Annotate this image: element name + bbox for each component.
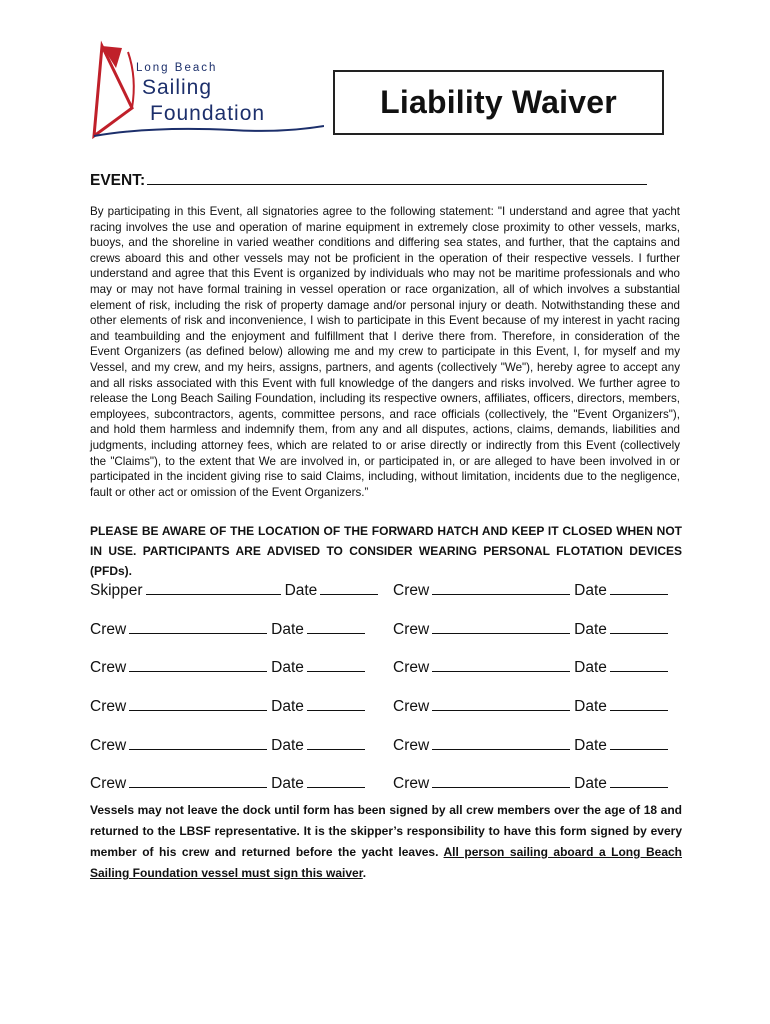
crew-label: Crew — [90, 620, 127, 638]
date-line[interactable] — [610, 709, 668, 711]
logo-text-long-beach: Long Beach — [136, 62, 218, 74]
crew-label: Crew — [393, 659, 430, 677]
date-line[interactable] — [307, 709, 365, 711]
date-label: Date — [271, 659, 304, 677]
date-label: Date — [271, 736, 304, 754]
crew-label: Crew — [90, 659, 127, 677]
crew-label: Crew — [393, 620, 430, 638]
date-label: Date — [271, 775, 304, 793]
date-label: Date — [284, 582, 318, 600]
crew-signature-line[interactable] — [129, 709, 267, 711]
signature-row — [90, 688, 690, 727]
signature-row — [90, 649, 690, 688]
crew-label: Crew — [90, 698, 127, 716]
footer-end: . — [362, 866, 367, 880]
crew-label: Crew — [90, 775, 127, 793]
crew-label: Crew — [393, 698, 430, 716]
crew-signature-line[interactable] — [432, 632, 570, 634]
date-line[interactable] — [307, 670, 365, 672]
crew-signature-line[interactable] — [129, 748, 267, 750]
event-field[interactable] — [90, 172, 647, 190]
date-line[interactable] — [320, 593, 378, 595]
crew-signature-line[interactable] — [432, 709, 570, 711]
signature-row — [90, 726, 690, 765]
signature-row — [90, 572, 690, 611]
crew-signature-line[interactable] — [432, 786, 570, 788]
date-label: Date — [574, 736, 607, 754]
crew-signature-line[interactable] — [432, 748, 570, 750]
logo-text-sailing: Sailing — [142, 76, 213, 99]
date-label: Date — [574, 620, 607, 638]
logo-text-foundation: Foundation — [150, 102, 266, 125]
footer-text: Vessels may not leave the dock until form has been signed by all crew members over the age of 18 and returned to the LBSF representative. It is the skipper’s responsibility to have this form signed by every member of his crew and returned before the yacht leaves. — [90, 803, 682, 859]
page-title: Liability Waiver — [380, 84, 617, 120]
date-label: Date — [271, 620, 304, 638]
crew-signature-line[interactable] — [129, 632, 267, 634]
signature-row — [90, 765, 690, 804]
date-line[interactable] — [610, 632, 668, 634]
signature-row — [90, 611, 690, 650]
hatch-pfd-notice: PLEASE BE AWARE OF THE LOCATION OF THE FORWARD HATCH AND KEEP IT CLOSED WHEN NOT IN USE. PARTICIPANTS ARE ADVISED TO CONSIDER WEARING PERSONAL FLOTATION DEVICES (PFDs). — [90, 524, 682, 578]
date-label: Date — [574, 582, 607, 600]
footer-instructions — [90, 800, 682, 884]
date-line[interactable] — [610, 670, 668, 672]
date-line[interactable] — [307, 786, 365, 788]
crew-label: Crew — [393, 775, 430, 793]
footer-underlined-text: All person sailing aboard a Long Beach Sailing Foundation vessel must sign this waiver — [90, 845, 682, 880]
title-box — [333, 70, 664, 135]
crew-label: Crew — [90, 736, 127, 754]
skipper-signature-line[interactable] — [146, 593, 281, 595]
lbsf-logo — [92, 38, 324, 142]
date-line[interactable] — [610, 748, 668, 750]
date-label: Date — [574, 659, 607, 677]
date-line[interactable] — [610, 786, 668, 788]
date-label: Date — [574, 775, 607, 793]
crew-signature-line[interactable] — [129, 786, 267, 788]
date-line[interactable] — [610, 593, 668, 595]
event-blank-line[interactable] — [147, 172, 647, 185]
crew-signature-line[interactable] — [129, 670, 267, 672]
crew-signature-line[interactable] — [432, 593, 570, 595]
date-line[interactable] — [307, 748, 365, 750]
waiver-paragraph: By participating in this Event, all signatories agree to the following statement: "I understand and agree that yacht racing involves the use and operation of marine equipment in extremely close proximity to other vessels, marks, buoys, and the shoreline in varied weather conditions and differing sea states, and further, that the captains and crews aboard this and other vessels may not be proficient in the operation of their respective vessels. I further understand and agree that this Event is organized by individuals who may not be maritime professionals and who may or may not have formal training in vessel operation or race organization, all of which involves a substantial element of risk, including the risk of property damage and/or personal injury or death. Notwithstanding these and other elements of risk and inconvenience, I wish to participate in this Event because of my interest in yacht racing and teambuilding and the enjoyment and fulfillment that I derive there from. Therefore, in consideration of the Event Organizers (as defined below) allowing me and my crew to participate in this Event, I, for myself and my Vessel, and my crew, and my heirs, assigns, partners, and agents (collectively "We"), hereby agree to accept any and all risks associated with this Event with full knowledge of the dangers and risks involved. We further agree to release the Long Beach Sailing Foundation, including its respective owners, affiliates, officers, directors, members, employees, subcontractors, agents, committee persons, and race officials (collectively, the "Event Organizers"), and hold them harmless and indemnify them, from any and all disputes, actions, claims, demands, liabilities and judgments, including attorney fees, which are related to or arise directly or indirectly from this Event (collectively the "Claims"), to the extent that We are involved in, or participated in, or are alleged to have been involved in or participated in the incident giving rise to said Claims, including, without limitation, incidents due to the negligence, fault or other act or omission of the Event Organizers.” — [90, 205, 680, 499]
skipper-label: Skipper — [90, 582, 143, 600]
date-label: Date — [574, 698, 607, 716]
event-label: EVENT: — [90, 172, 146, 189]
crew-label: Crew — [393, 582, 430, 600]
date-label: Date — [271, 698, 304, 716]
crew-label: Crew — [393, 736, 430, 754]
signature-section — [90, 572, 690, 804]
crew-signature-line[interactable] — [432, 670, 570, 672]
date-line[interactable] — [307, 632, 365, 634]
